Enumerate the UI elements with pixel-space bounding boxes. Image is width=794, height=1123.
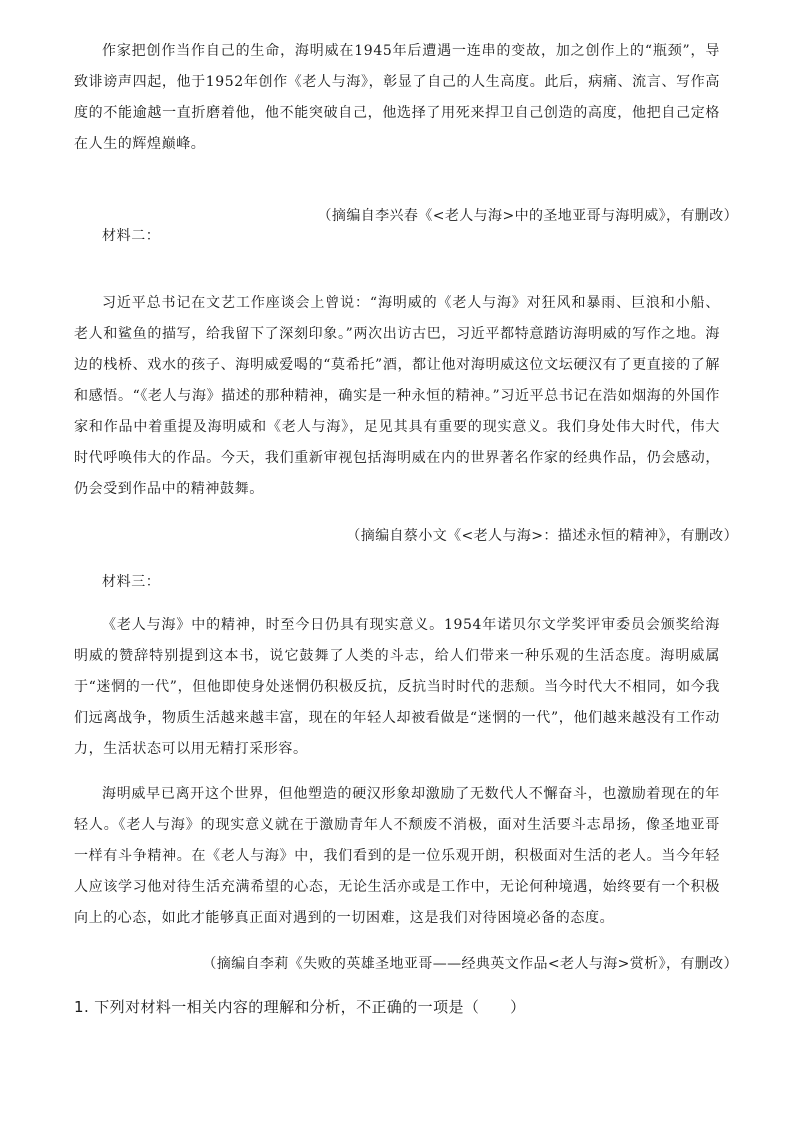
source-citation-2: （摘编自蔡小文《<老人与海>：描述永恒的精神》，有删改） xyxy=(346,528,738,544)
paragraph-material3-b: 海明威早已离开这个世界，但他塑造的硬汉形象却激励了无数代人不懈奋斗，也激励着现在的年轻人。《老人与海》的现实意义就在于激励青年人不颓废不消极，面对生活要斗志昂扬，像圣地亚哥一样有斗争精神。在《老人与海》中，我们看到的是一位乐观开朗，积极面对生活的老人。当今年轻人应该学习他对待生活充满希望的心态，无论生活亦或是工作中，无论何种境遇，始终要有一个积极向上的心态，如此才能够真正面对遇到的一切困难，这是我们对待困境必备的态度。 xyxy=(74,786,720,926)
material-2-label: 材料二： xyxy=(102,228,161,244)
question-1: 1. 下列对材料一相关内容的理解和分析，不正确的一项是（ ） xyxy=(74,998,526,1016)
source-citation-3: （摘编自李莉《失败的英雄圣地亚哥——经典英文作品<老人与海>赏析》，有删改） xyxy=(202,956,738,972)
source-citation-1: （摘编自李兴春《<老人与海>中的圣地亚哥与海明威》，有删改） xyxy=(317,208,738,224)
paragraph-material2: 习近平总书记在文艺工作座谈会上曾说：“海明威的《老人与海》对狂风和暴雨、巨浪和小船、老人和鲨鱼的描写，给我留下了深刻印象。”两次出访古巴，习近平都特意踏访海明威的写作之地。海边的栈桥、戏水的孩子、海明威爱喝的“莫希托”酒，都让他对海明威这位文坛硬汉有了更直接的了解和感悟。“《老人与海》描述的那种精神，确实是一种永恒的精神。”习近平总书记在浩如烟海的外国作家和作品中着重提及海明威和《老人与海》，足见其具有重要的现实意义。我们身处伟大时代，伟大时代呼唤伟大的作品。今天，我们重新审视包括海明威在内的世界著名作家的经典作品，仍会感动，仍会受到作品中的精神鼓舞。 xyxy=(74,295,720,497)
material-3-label: 材料三： xyxy=(102,574,161,590)
paragraph-material1-end: 作家把创作当作自己的生命，海明威在1945年后遭遇一连串的变故，加之创作上的“瓶颈”，导致诽谤声四起，他于1952年创作《老人与海》，彰显了自己的人生高度。此后，病痛、流言、写作高度的不能逾越一直折磨着他，他不能突破自己，他选择了用死来捍卫自己创造的高度，他把自己定格在人生的辉煌巅峰。 xyxy=(74,43,720,152)
paragraph-material3-a: 《老人与海》中的精神，时至今日仍具有现实意义。1954年诺贝尔文学奖评审委员会颁奖给海明威的赞辞特别提到这本书，说它鼓舞了人类的斗志，给人们带来一种乐观的生活态度。海明威属于“迷惘的一代”，但他即使身处迷惘仍积极反抗，反抗当时时代的悲颓。当今时代大不相同，如今我们远离战争，物质生活越来越丰富，现在的年轻人却被看做是“迷惘的一代”，他们越来越没有工作动力，生活状态可以用无精打采形容。 xyxy=(74,617,720,757)
